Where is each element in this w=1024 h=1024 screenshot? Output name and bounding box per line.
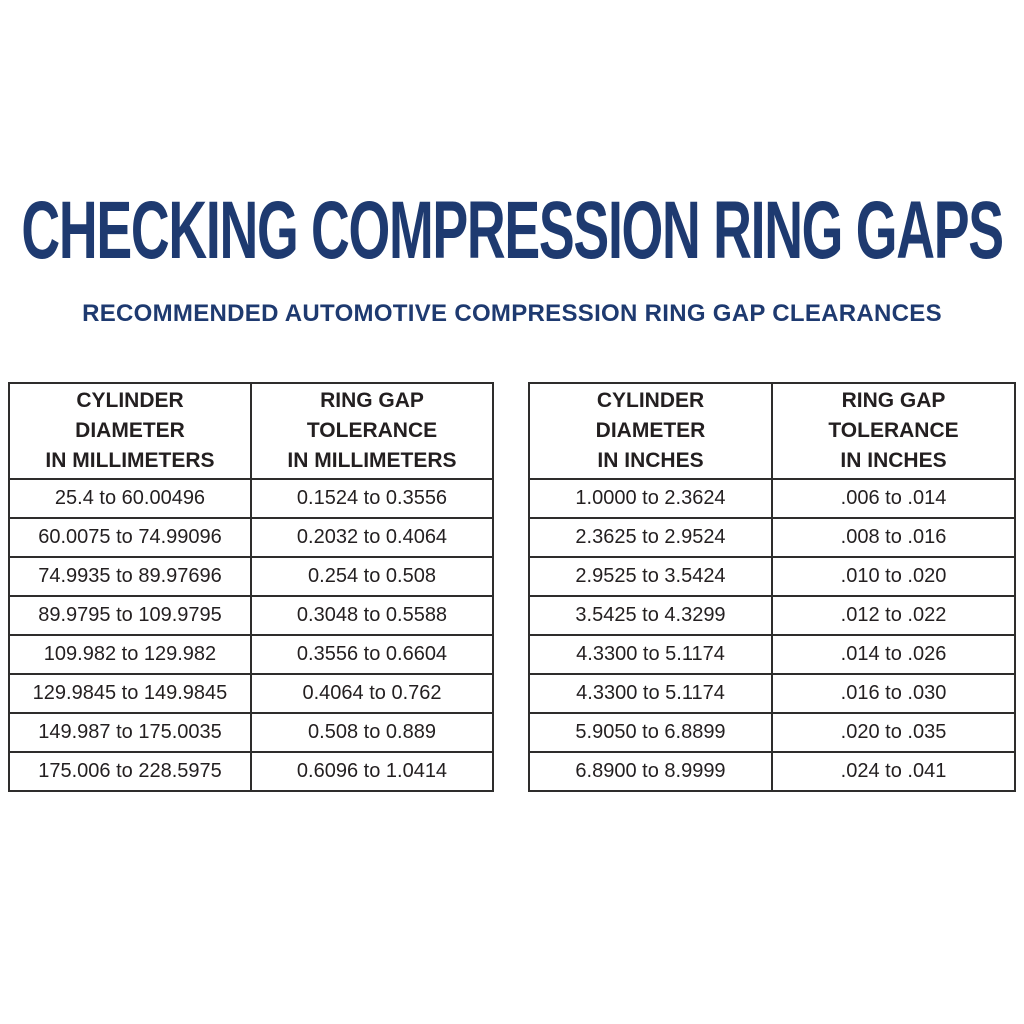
table-cell: 74.9935 to 89.97696 (9, 557, 251, 596)
inches-table (528, 382, 1016, 792)
header-line: DIAMETER (595, 419, 706, 442)
table-cell: 0.6096 to 1.0414 (251, 752, 493, 791)
table-row (529, 713, 1015, 752)
table-cell: 1.0000 to 2.3624 (529, 479, 772, 518)
table-row (529, 635, 1015, 674)
header-line: IN INCHES (840, 449, 947, 472)
table-cell: .024 to .041 (772, 752, 1015, 791)
table-row (9, 752, 493, 791)
table-cell: 149.987 to 175.0035 (9, 713, 251, 752)
table-cell: 0.254 to 0.508 (251, 557, 493, 596)
table-row (529, 557, 1015, 596)
table-cell: 5.9050 to 6.8899 (529, 713, 772, 752)
table-cell: 25.4 to 60.00496 (9, 479, 251, 518)
table-header-row (9, 383, 493, 479)
table-cell: .014 to .026 (772, 635, 1015, 674)
table-cell: .010 to .020 (772, 557, 1015, 596)
metric-table (8, 382, 494, 792)
header-line: RING GAP (320, 389, 424, 412)
table-cell: 4.3300 to 5.1174 (529, 674, 772, 713)
page-title: CHECKING COMPRESSION RING GAPS (21, 185, 1003, 276)
table-cell: 4.3300 to 5.1174 (529, 635, 772, 674)
table-cell: 0.1524 to 0.3556 (251, 479, 493, 518)
table-row (529, 518, 1015, 557)
table-row (9, 557, 493, 596)
table-row (529, 479, 1015, 518)
table-cell: 0.3556 to 0.6604 (251, 635, 493, 674)
table-cell: .020 to .035 (772, 713, 1015, 752)
header-line: IN INCHES (597, 449, 704, 472)
header-line: CYLINDER (596, 389, 705, 412)
subtitle-row (0, 301, 1024, 327)
header-line: TOLERANCE (828, 419, 959, 442)
table-cell: 89.9795 to 109.9795 (9, 596, 251, 635)
table-row (9, 518, 493, 557)
column-header-ring-gap-tolerance-mm (251, 383, 493, 479)
inches-table-body (529, 479, 1015, 791)
table-cell: 175.006 to 228.5975 (9, 752, 251, 791)
table-cell: 2.9525 to 3.5424 (529, 557, 772, 596)
table-cell: 129.9845 to 149.9845 (9, 674, 251, 713)
table-cell: .012 to .022 (772, 596, 1015, 635)
header-line: CYLINDER (76, 389, 184, 412)
table-row (9, 635, 493, 674)
header-line: RING GAP (841, 389, 946, 412)
table-row (529, 674, 1015, 713)
table-cell: 0.2032 to 0.4064 (251, 518, 493, 557)
table-cell: 3.5425 to 4.3299 (529, 596, 772, 635)
column-header-ring-gap-tolerance-in (772, 383, 1015, 479)
metric-table-body (9, 479, 493, 791)
column-header-cylinder-diameter-mm (9, 383, 251, 479)
table-cell: 6.8900 to 8.9999 (529, 752, 772, 791)
table-cell: 0.508 to 0.889 (251, 713, 493, 752)
table-cell: 0.4064 to 0.762 (251, 674, 493, 713)
table-header-row (529, 383, 1015, 479)
table-cell: .008 to .016 (772, 518, 1015, 557)
header-line: IN MILLIMETERS (287, 449, 457, 472)
table-row (9, 674, 493, 713)
table-row (9, 596, 493, 635)
page-subtitle: RECOMMENDED AUTOMOTIVE COMPRESSION RING GAP CLEARANCES (82, 300, 942, 327)
title-row (0, 185, 1024, 276)
table-cell: 109.982 to 129.982 (9, 635, 251, 674)
table-cell: 60.0075 to 74.99096 (9, 518, 251, 557)
header-line: IN MILLIMETERS (45, 449, 215, 472)
column-header-cylinder-diameter-in (529, 383, 772, 479)
table-row (9, 713, 493, 752)
table-cell: 0.3048 to 0.5588 (251, 596, 493, 635)
header-line: DIAMETER (75, 419, 185, 442)
table-cell: .016 to .030 (772, 674, 1015, 713)
table-row (529, 752, 1015, 791)
table-cell: 2.3625 to 2.9524 (529, 518, 772, 557)
header-line: TOLERANCE (306, 419, 438, 442)
table-row (529, 596, 1015, 635)
table-cell: .006 to .014 (772, 479, 1015, 518)
table-row (9, 479, 493, 518)
